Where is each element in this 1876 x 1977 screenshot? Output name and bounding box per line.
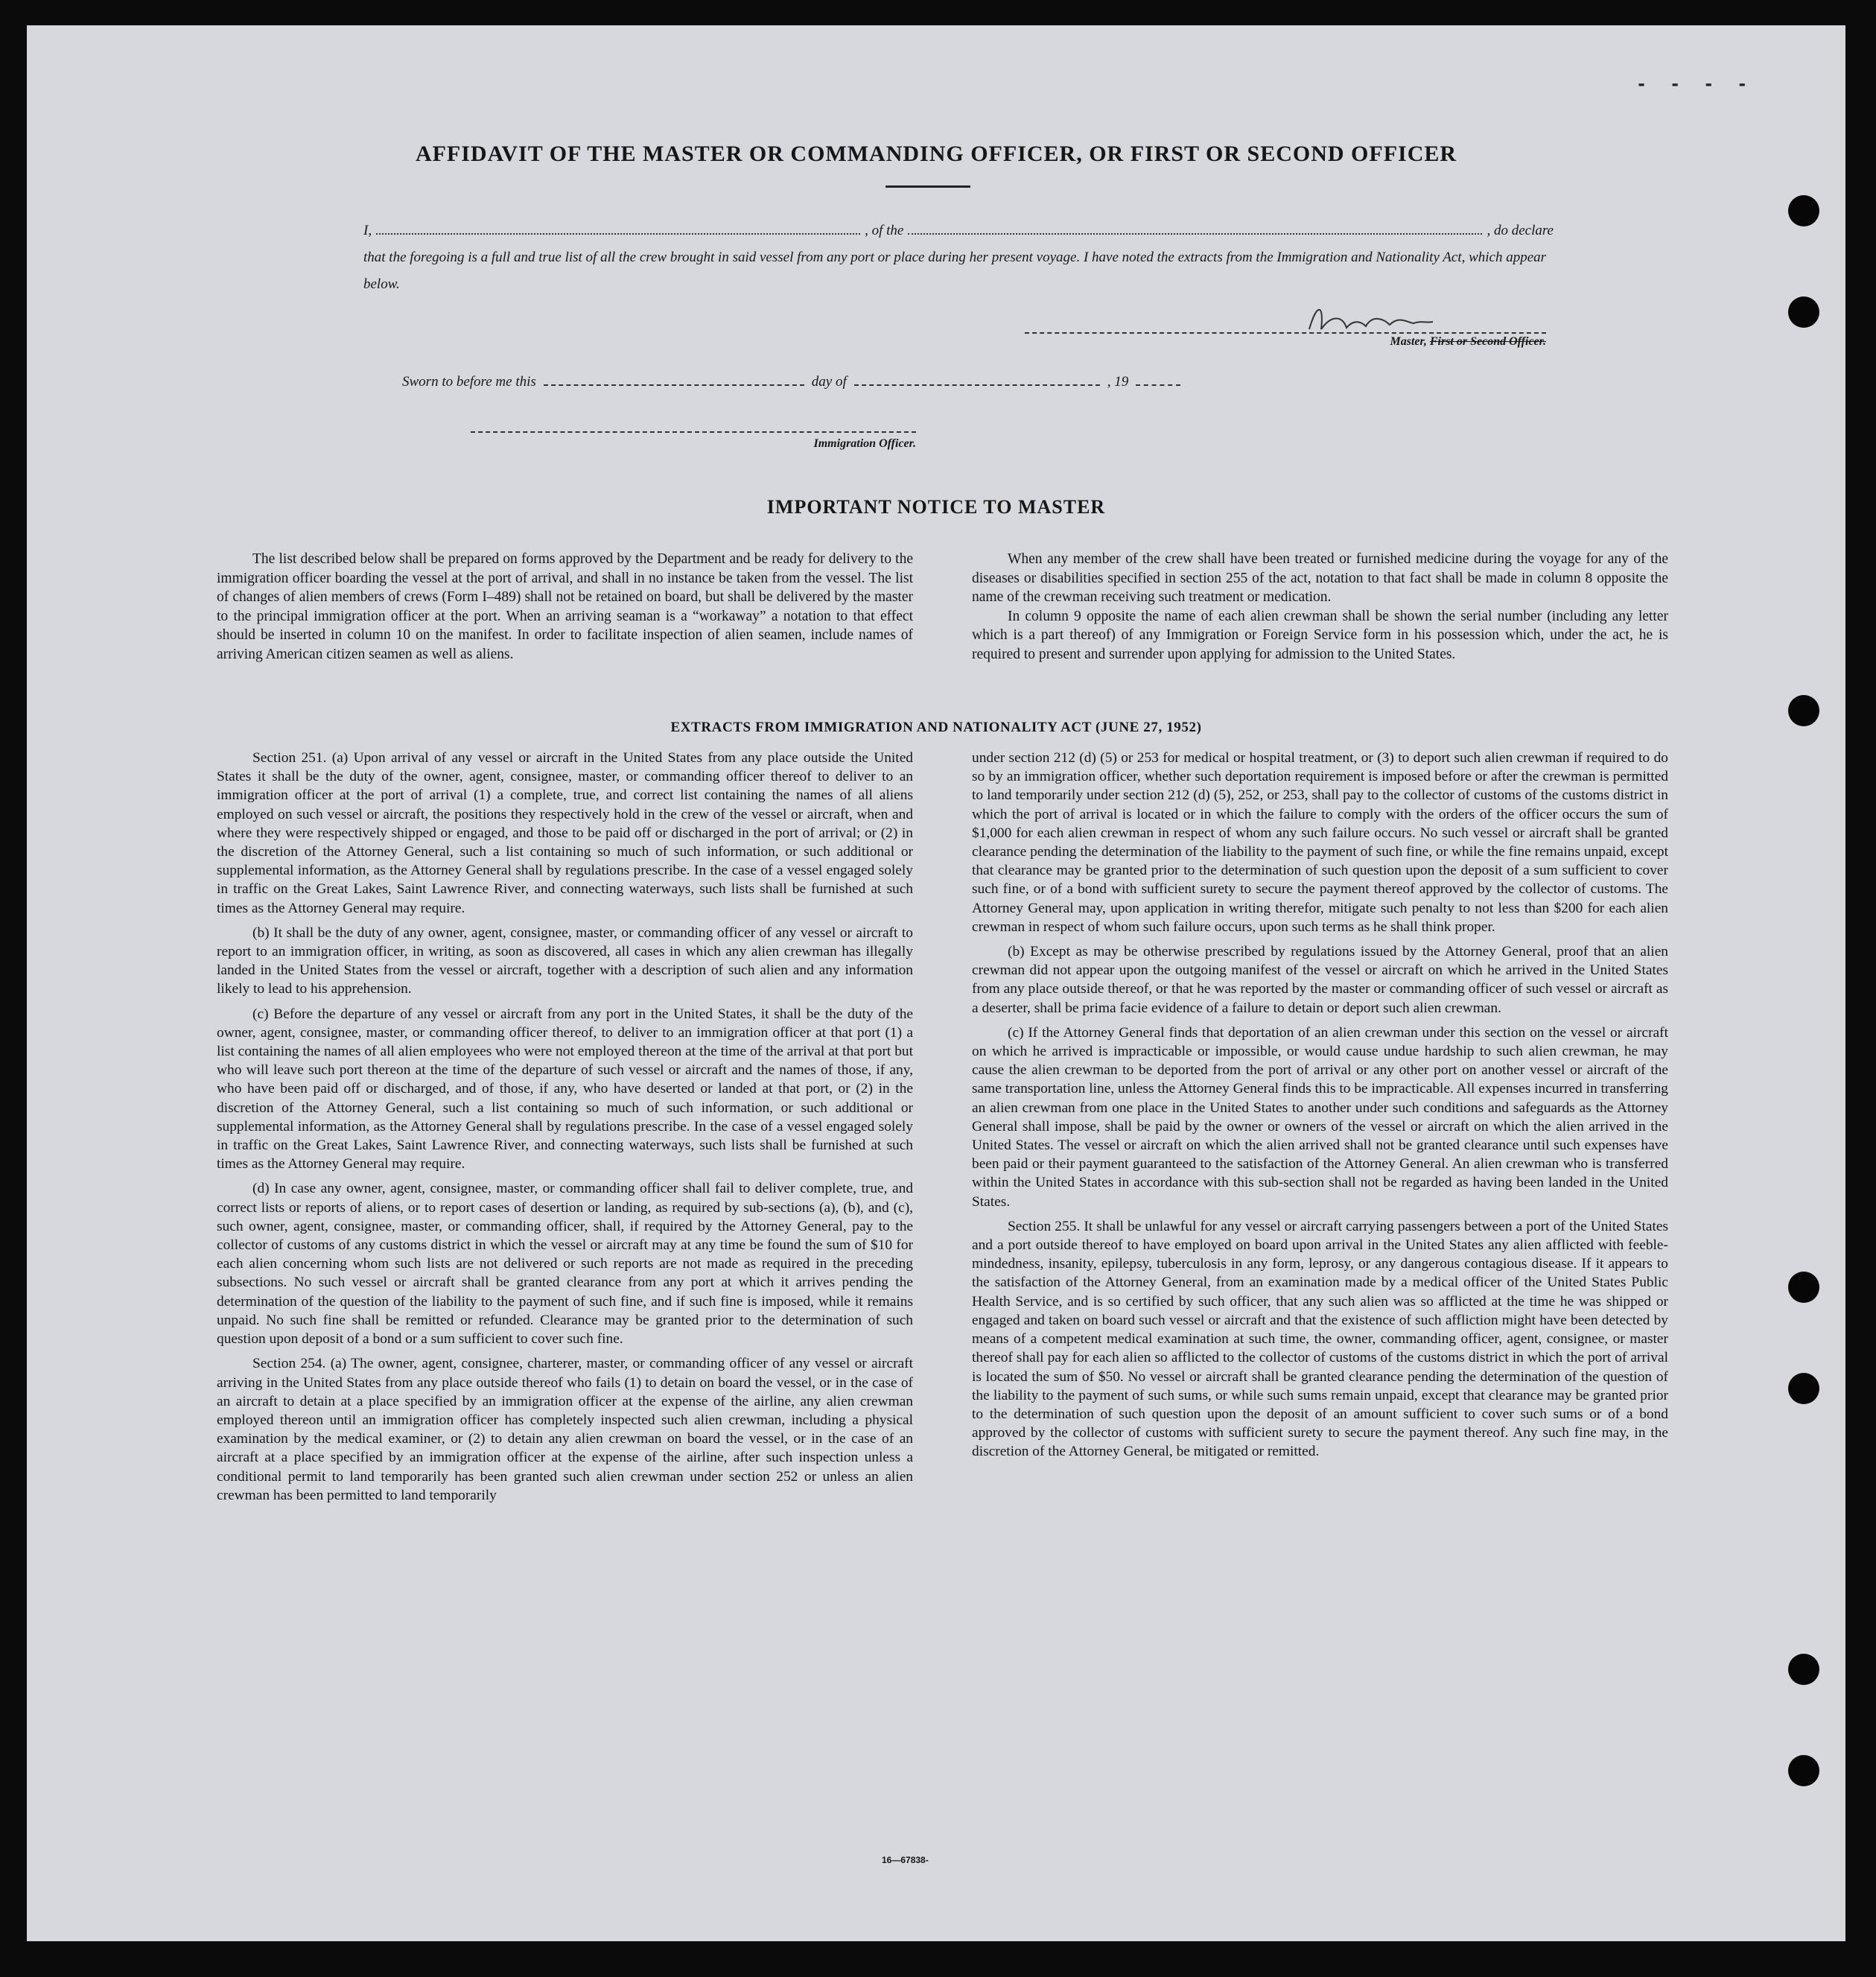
sworn-year-field[interactable] xyxy=(1136,384,1180,386)
immigration-officer-caption: Immigration Officer. xyxy=(813,437,916,450)
notice-paragraph: In column 9 opposite the name of each alien crewman shall be shown the serial number (including any letter which is a part thereof) of any Immigration or Foreign Service form in his possession which, under the act, he is required to present and surrender upon applying for admission to the United States. xyxy=(972,608,1668,662)
punch-hole xyxy=(1788,1755,1819,1786)
section-251a: Section 251. (a) Upon arrival of any vessel or aircraft in the United States from any place outside the United States it shall be the duty of the owner, agent, consignee, master, or commanding officer thereof to deliver to an immigration officer at the port of arrival (1) a complete, true, and correct list containing the names of all aliens employed on such vessel or aircraft, the positions they respectively hold in the crew of the vessel or aircraft, when and where they were respectively shipped or engaged, and those to be paid off or discharged in the port of arrival; or (2) in the discretion of the Attorney General, such a list containing so much of such information, or such additional or supplemental information, as the Attorney General shall by regulations prescribe. In the case of a vessel engaged solely in traffic on the Great Lakes, Saint Lawrence River, and connecting waterways, such lists shall be furnished at such times as the Attorney General may require. xyxy=(217,750,913,916)
of-the-label: , of the xyxy=(865,223,904,238)
section-251b: (b) It shall be the duty of any owner, agent, consignee, master, or commanding officer of any vessel or aircraft to report to an immigration officer, in writing, as soon as discovered, all cases in which any alien crewman has illegally landed in the United States from the vessel or aircraft, together with a description of such alien and any information likely to lead to his apprehension. xyxy=(217,924,913,997)
punch-hole xyxy=(1788,195,1819,226)
notice-left-column xyxy=(217,550,913,664)
notice-right-column xyxy=(972,550,1668,664)
declaration-block xyxy=(363,218,1554,298)
extracts-title: EXTRACTS FROM IMMIGRATION AND NATIONALITY ACT (JUNE 27, 1952) xyxy=(670,720,1202,735)
notice-paragraph: The list described below shall be prepared on forms approved by the Department and be ready for delivery to the immigration officer boarding the vessel at the port of arrival, and shall in no instance be taken from the vessel. The list of changes of alien members of crews (Form I–489) shall not be retained on board, but shall be delivered by the master to the principal immigration officer at the port. When an arriving seaman is a “workaway” a notation to that effect should be inserted in column 10 on the manifest. In order to facilitate inspection of alien seamen, include names of arriving American citizen seamen as well as aliens. xyxy=(217,551,913,662)
sworn-label: Sworn to before me this xyxy=(402,374,536,390)
notice-title: IMPORTANT NOTICE TO MASTER xyxy=(766,496,1106,518)
punch-hole xyxy=(1788,296,1819,328)
section-254b: (b) Except as may be otherwise prescribed by regulations issued by the Attorney General, proof that an alien crewman did not appear upon the outgoing manifest of the vessel or aircraft on which he arrived in the United States from any place outside thereof, or that he was reported by the master or commanding officer of such vessel or aircraft as a deserter, shall be prima facie evidence of a failure to detain or deport such alien crewman. xyxy=(972,944,1668,1016)
i-label: I, xyxy=(363,223,372,238)
sworn-line xyxy=(402,374,1251,390)
day-of-label: day of xyxy=(811,374,847,390)
declaration-line xyxy=(363,218,1554,244)
year-label: , 19 xyxy=(1107,374,1129,390)
immigration-officer-signature-line[interactable] xyxy=(471,431,916,433)
master-label: Master, xyxy=(1390,335,1427,348)
officer-label-struck: First or Second Officer. xyxy=(1429,335,1546,348)
punch-hole xyxy=(1788,1373,1819,1404)
affidavit-title: AFFIDAVIT OF THE MASTER OR COMMANDING OFFICER, OR FIRST OR SECOND OFFICER xyxy=(415,142,1457,166)
section-251d: (d) In case any owner, agent, consignee, master, or commanding officer shall fail to deliver complete, true, and correct lists or reports of aliens, or to report cases of desertion or landing, as required by sub-sections (a), (b), and (c), such owner, agent, consignee, master, or commanding officer, shall, if required by the Attorney General, pay to the collector of customs of any customs district in which the vessel or aircraft may at any time be found the sum of $10 for each alien concerning whom such lists are not delivered or such reports are not made as required in the preceding subsections. No such vessel or aircraft shall be granted clearance from any port at which it arrives pending the determination of the question of the liability to the payment of such fine, and if such fine is imposed, while it remains unpaid. No such fine shall be remitted or refunded. Clearance may be granted prior to the determination of such question upon deposit of a bond or a sum sufficient to cover such fine. xyxy=(217,1181,913,1348)
sworn-month-field[interactable] xyxy=(854,384,1100,386)
notice-paragraph: When any member of the crew shall have been treated or furnished medicine during the voyage for any of the diseases or disabilities specified in section 255 of the act, notation to that fact shall be made in column 8 opposite the name of the crewman receiving such treatment or medication. xyxy=(972,551,1668,606)
sworn-day-field[interactable] xyxy=(544,384,804,386)
form-code: 16—67838- xyxy=(882,1855,929,1865)
section-255: Section 255. It shall be unlawful for any vessel or aircraft carrying passengers between a port of the United States and a port outside thereof to have employed on board upon arrival in the United States any alien afflicted with feeble-mindedness, insanity, epilepsy, tuberculosis in any form, leprosy, or any dangerous contagious disease. If it appears to the satisfaction of the Attorney General, from an examination made by a medical officer of the United States Public Health Service, and is so certified by such officer, that any such alien was so afflicted at the time he was shipped or engaged and taken on board such vessel or aircraft and that the existence of such affliction might have been detected by means of a competent medical examination at such time, the owner, commanding officer, agent, consignee, or master thereof shall pay for each alien so afflicted to the collector of customs of the customs district in which the port of arrival is located the sum of $50. No vessel or aircraft shall be granted clearance pending the determination of the question of the liability to the payment of such sums, or while such sums remain unpaid, except that clearance may be granted prior to the determination of such question upon the deposit of an amount sufficient to cover such sums or of a bond approved by the collector of customs with sufficient surety to secure the payment thereof. Any such fine may, in the discretion of the Attorney General, be mitigated or remitted. xyxy=(972,1218,1668,1460)
section-251c: (c) Before the departure of any vessel or aircraft from any port in the United States, it shall be the duty of the owner, agent, consignee, master, or commanding officer thereof, to deliver to an immigration officer at that port (1) a list containing the names of all alien employees who were not employed thereon at the time of the arrival at that port but who will leave such port thereon at the time of the departure of such vessel or aircraft and the names of those, if any, who have been paid off or discharged, and of those, if any, who have deserted or landed at that port, or (2) in the discretion of the Attorney General, such a list containing so much of such information, or such additional or supplemental information, as the Attorney General shall by regulations prescribe. In the case of a vessel engaged solely in traffic on the Great Lakes, Saint Lawrence River, and connecting waterways, such lists shall be furnished at such times as the Attorney General may require. xyxy=(217,1006,913,1172)
section-254a-continued: under section 212 (d) (5) or 253 for medical or hospital treatment, or (3) to deport such alien crewman if required to do so by an immigration officer, whether such deportation requirement is imposed before or after the crewman is permitted to land temporarily under section 212 (d) (5), 252, or 253, shall pay to the collector of customs of the customs district in which the port of arrival is located or in which the failure to comply with the orders of the officer occurs the sum of $1,000 for each alien crewman in respect of whom any such failure occurs. No such vessel or aircraft shall be granted clearance pending the determination of the liability to the payment of such fine, or while the fine remains unpaid, except that clearance may be granted prior to the determination of such question upon the deposit of a sum sufficient to cover such fine, or of a bond with sufficient surety to secure the payment thereof approved by the collector of customs. The Attorney General may, upon application in writing therefor, mitigate such penalty to not less than $200 for each alien crewman in respect of whom such failure occurs, upon such terms as he shall think proper. xyxy=(972,750,1668,935)
do-declare-label: , do declare xyxy=(1487,223,1554,238)
vessel-field[interactable] xyxy=(908,221,1482,235)
extracts-left-column xyxy=(217,749,913,1511)
section-254a: Section 254. (a) The owner, agent, consignee, charterer, master, or commanding officer of any vessel or aircraft arriving in the United States from any place outside thereof who fails (1) to detain on board the vessel, or in the case of an aircraft to detain at a place specified by an immigration officer at the expense of the airline, any alien crewman employed thereon until an immigration officer has completely inspected such alien crewman, including a physical examination by the medical examiner, or (2) to detain any alien crewman on board the vessel, or in the case of an aircraft at a place specified by an immigration officer at the expense of the airline, after such inspection unless a conditional permit to land temporarily has been granted such alien crewman under section 252 or unless an alien crewman has been permitted to land temporarily xyxy=(217,1356,913,1503)
section-254c: (c) If the Attorney General finds that deportation of an alien crewman under this section on the vessel or aircraft on which he arrived is impracticable or impossible, or would cause undue hardship to such alien crewman, he may cause the alien crewman to be deported from the port of arrival or any other port on another vessel or aircraft of the same transportation line, unless the Attorney General finds this to be impracticable. All expenses incurred in transferring an alien crewman from one place in the United States to another under such conditions and safeguards as the Attorney General shall impose, shall be paid by the owner or owners of the vessel or aircraft on which the alien arrived in the United States. The vessel or aircraft on which the alien arrived shall not be granted clearance until such expenses have been paid or their payment guaranteed to the satisfaction of the Attorney General. An alien crewman who is transferred within the United States in accordance with this sub-section shall not be regarded as having been landed in the United States. xyxy=(972,1024,1668,1210)
name-field[interactable] xyxy=(376,221,860,235)
title-underline xyxy=(885,185,970,188)
declaration-statement: that the foregoing is a full and true list of all the crew brought in said vessel from any port or place during her present voyage. I have noted the extracts from the Immigration and Nationality Act, which appear below. xyxy=(363,250,1547,292)
document-page xyxy=(27,25,1845,1941)
signature-caption xyxy=(1278,335,1546,349)
punch-hole xyxy=(1788,1654,1819,1685)
corner-mark: - - - - xyxy=(1638,72,1756,95)
punch-hole xyxy=(1788,1272,1819,1303)
signature-line[interactable] xyxy=(1025,332,1546,334)
extracts-right-column xyxy=(972,749,1668,1467)
